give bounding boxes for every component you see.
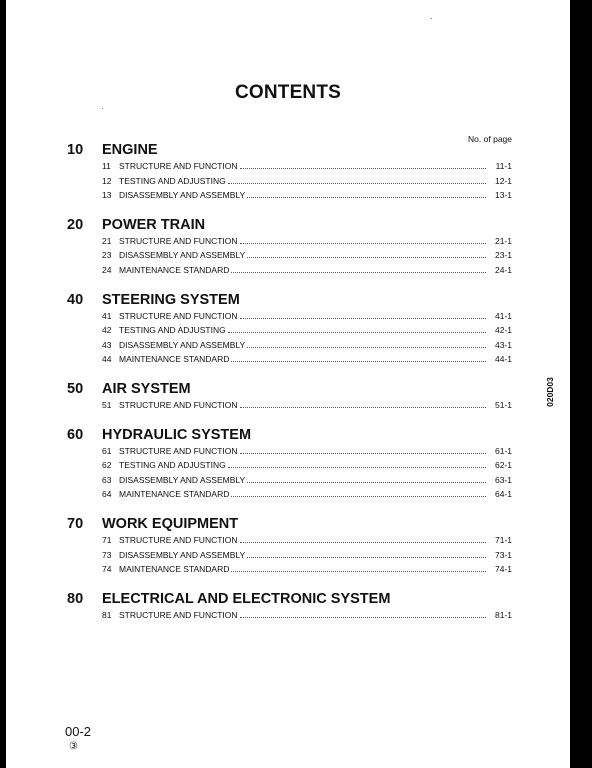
dot-leader <box>231 571 486 572</box>
section-heading <box>6 591 570 609</box>
entry-page: 41-1 <box>494 310 512 321</box>
section-number: 10 <box>67 142 84 158</box>
entry-page: 44-1 <box>494 354 512 365</box>
entry-label: STRUCTURE AND FUNCTION <box>119 310 238 321</box>
dot-leader <box>247 347 486 348</box>
entry-number: 51 <box>102 399 112 410</box>
toc-entry <box>6 446 570 461</box>
toc-section <box>6 427 570 504</box>
entry-label: STRUCTURE AND FUNCTION <box>119 161 238 171</box>
entry-page: 42-1 <box>494 325 512 336</box>
entry-number: 64 <box>102 489 112 500</box>
entry-number: 11 <box>102 161 111 171</box>
entry-label: DISASSEMBLY AND ASSEMBLY <box>119 474 246 485</box>
toc-entry <box>6 340 570 355</box>
entry-number: 42 <box>102 325 112 336</box>
section-title: WORK EQUIPMENT <box>102 515 239 532</box>
dot-leader <box>240 243 486 244</box>
toc-entry <box>6 176 570 191</box>
entry-page: 74-1 <box>494 564 512 575</box>
entry-number: 41 <box>102 310 112 321</box>
entry-page: 13-1 <box>494 190 512 201</box>
dot-leader <box>240 407 486 408</box>
toc-section <box>6 217 570 280</box>
toc-entry <box>6 610 570 625</box>
dot-leader <box>240 453 486 454</box>
entry-number: 23 <box>102 250 112 261</box>
revision-mark: ③ <box>69 741 78 752</box>
entry-page: 51-1 <box>494 399 512 410</box>
entry-number: 44 <box>102 354 112 365</box>
entry-page: 11-1 <box>495 161 512 171</box>
section-number: 40 <box>67 291 84 308</box>
toc-section <box>6 381 570 415</box>
entry-label: TESTING AND ADJUSTING <box>119 175 226 186</box>
section-heading <box>6 381 570 399</box>
page-column-header: No. of page <box>468 134 512 144</box>
entry-label: STRUCTURE AND FUNCTION <box>119 235 238 246</box>
entry-label: TESTING AND ADJUSTING <box>119 460 226 471</box>
document-code: 020D03 <box>545 377 555 407</box>
dot-leader <box>231 496 486 497</box>
dot-leader <box>228 183 486 184</box>
toc-section <box>6 516 570 579</box>
table-of-contents <box>6 142 570 636</box>
dot-leader <box>247 557 486 558</box>
entry-page: 24-1 <box>494 264 512 275</box>
section-number: 70 <box>67 515 84 532</box>
section-title: ELECTRICAL AND ELECTRONIC SYSTEM <box>102 590 391 607</box>
toc-entry <box>6 354 570 369</box>
toc-entry <box>6 325 570 340</box>
toc-entry <box>6 311 570 326</box>
section-number: 50 <box>67 380 84 397</box>
dot-leader <box>228 467 486 468</box>
entry-page: 73-1 <box>494 549 512 560</box>
entry-page: 43-1 <box>494 339 512 350</box>
entry-number: 71 <box>102 534 112 545</box>
entry-number: 74 <box>102 564 112 575</box>
entry-number: 63 <box>102 474 112 485</box>
entry-label: STRUCTURE AND FUNCTION <box>119 534 238 545</box>
entry-page: 71-1 <box>494 534 512 545</box>
entry-number: 62 <box>102 460 112 471</box>
entry-label: DISASSEMBLY AND ASSEMBLY <box>119 190 246 201</box>
toc-entry <box>6 460 570 475</box>
entry-number: 21 <box>102 235 112 246</box>
entry-label: MAINTENANCE STANDARD <box>119 564 230 575</box>
entry-page: 23-1 <box>494 250 512 261</box>
document-page <box>6 0 570 768</box>
section-heading <box>6 292 570 310</box>
toc-entry <box>6 535 570 550</box>
section-heading <box>6 217 570 235</box>
dot-leader <box>240 318 486 319</box>
entry-label: MAINTENANCE STANDARD <box>119 264 230 275</box>
entry-label: TESTING AND ADJUSTING <box>119 325 226 336</box>
section-title: HYDRAULIC SYSTEM <box>102 426 252 443</box>
toc-entry <box>6 161 570 176</box>
dot-leader <box>247 257 486 258</box>
entry-page: 64-1 <box>494 489 512 500</box>
entry-page: 81-1 <box>494 609 512 620</box>
dot-leader <box>240 168 486 169</box>
entry-number: 43 <box>102 339 112 350</box>
section-heading <box>6 142 570 160</box>
entry-page: 62-1 <box>494 460 512 471</box>
dot-leader <box>247 197 486 198</box>
entry-number: 13 <box>102 190 112 201</box>
section-number: 80 <box>67 590 84 607</box>
toc-entry <box>6 489 570 504</box>
toc-entry <box>6 236 570 251</box>
dot-leader <box>240 617 486 618</box>
entry-page: 12-1 <box>494 175 512 186</box>
entry-page: 63-1 <box>494 474 512 485</box>
toc-entry <box>6 250 570 265</box>
dot-leader <box>228 332 486 333</box>
entry-label: DISASSEMBLY AND ASSEMBLY <box>119 250 246 261</box>
section-title: AIR SYSTEM <box>102 380 191 397</box>
section-title: ENGINE <box>102 142 158 158</box>
section-number: 20 <box>67 216 84 233</box>
entry-number: 73 <box>102 549 112 560</box>
entry-label: DISASSEMBLY AND ASSEMBLY <box>119 549 246 560</box>
toc-section <box>6 591 570 625</box>
section-heading <box>6 516 570 534</box>
entry-number: 61 <box>102 445 112 456</box>
toc-section <box>6 292 570 369</box>
page-number: 00-2 <box>65 724 92 739</box>
entry-label: DISASSEMBLY AND ASSEMBLY <box>119 339 246 350</box>
section-title: POWER TRAIN <box>102 216 206 233</box>
entry-page: 21-1 <box>494 235 512 246</box>
toc-entry <box>6 475 570 490</box>
entry-page: 61-1 <box>494 445 512 456</box>
dot-leader <box>231 361 486 362</box>
section-number: 60 <box>67 426 84 443</box>
entry-label: MAINTENANCE STANDARD <box>119 354 230 365</box>
entry-label: MAINTENANCE STANDARD <box>119 489 230 500</box>
scan-speck <box>431 18 432 19</box>
contents-title: CONTENTS <box>234 82 342 103</box>
entry-label: STRUCTURE AND FUNCTION <box>119 609 238 620</box>
section-heading <box>6 427 570 445</box>
toc-entry <box>6 550 570 565</box>
entry-number: 12 <box>102 175 112 186</box>
toc-entry <box>6 190 570 205</box>
entry-label: STRUCTURE AND FUNCTION <box>119 399 238 410</box>
toc-entry <box>6 265 570 280</box>
toc-section <box>6 142 570 205</box>
dot-leader <box>231 272 486 273</box>
toc-entry <box>6 564 570 579</box>
scan-speck <box>102 108 103 109</box>
dot-leader <box>240 542 486 543</box>
section-title: STEERING SYSTEM <box>102 291 240 308</box>
entry-number: 24 <box>102 264 112 275</box>
toc-entry <box>6 400 570 415</box>
entry-label: STRUCTURE AND FUNCTION <box>119 445 238 456</box>
entry-number: 81 <box>102 609 112 620</box>
dot-leader <box>247 482 486 483</box>
